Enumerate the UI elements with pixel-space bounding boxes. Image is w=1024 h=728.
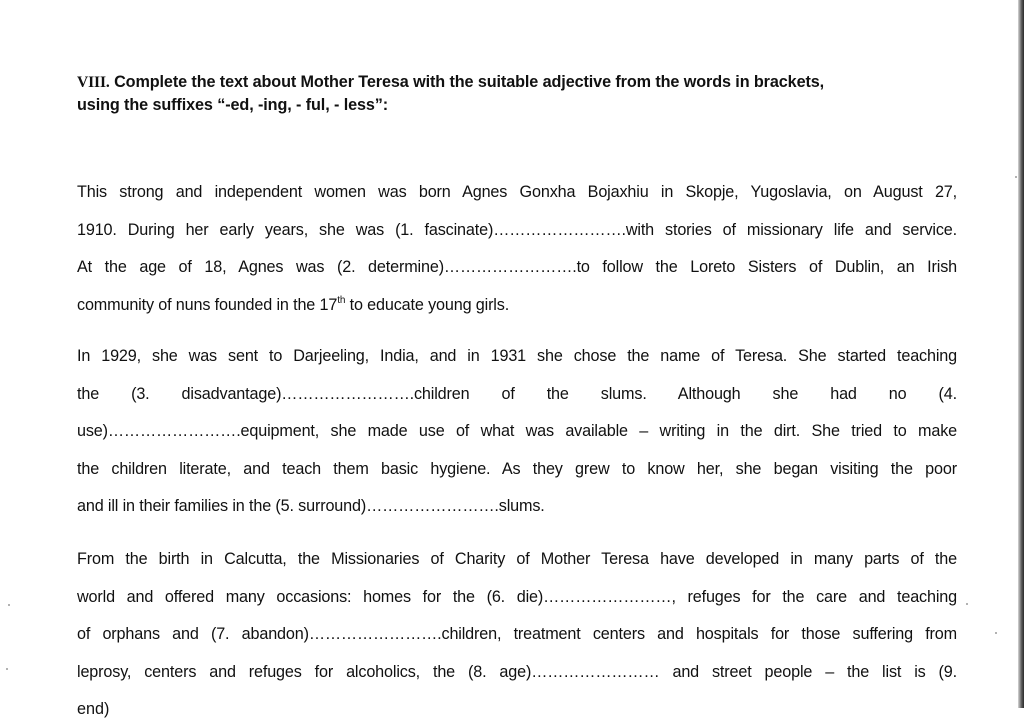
paragraph-1-line-2: 1910. During her early years, she was (1. fascinate)…………………….with stories of missionary life and service. [77,220,957,239]
exercise-instruction-line-1: Complete the text about Mother Teresa with the suitable adjective from the words in brackets, [114,73,825,91]
paragraph-2 [77,338,957,526]
exercise-heading [77,71,957,117]
paragraph-3-line-1: From the birth in Calcutta, the Missionaries of Charity of Mother Teresa have developed in many parts of the [77,550,957,568]
scan-speck [1015,176,1017,178]
exercise-instruction-line-2: using the suffixes “-ed, -ing, - ful, - less”: [77,96,389,114]
scan-speck [6,668,8,670]
paragraph-3 [77,541,957,691]
scan-speck [8,604,10,606]
scan-speck [966,603,968,605]
paragraph-1-line-1: This strong and independent women was born Agnes Gonxha Bojaxhiu in Skopje, Yugoslavia, on August 27, [77,183,957,201]
paragraph-2-line-4: the children literate, and teach them basic hygiene. As they grew to know her, she began visiting the poor [77,459,957,478]
exercise-number: VIII. [77,74,110,91]
paragraph-2-line-3: use)…………………….equipment, she made use of what was available – writing in the dirt. She tried to make [77,422,957,440]
paragraph-1-line-4 [77,287,957,325]
paragraph-2-line-2: the (3. disadvantage)…………………….children of the slums. Although she had no (4. [77,384,957,403]
paragraph-1 [77,174,957,324]
paragraph-1-line-3: At the age of 18, Agnes was (2. determine)…………………….to follow the Loreto Sisters of Dublin, an Irish [77,258,957,276]
paragraph-1-line-4-after: to educate young girls. [345,295,510,314]
paragraph-3-line-5: end) [77,700,110,718]
paragraph-3-line-4: leprosy, centers and refuges for alcoholics, the (8. age)…………………… and street people – the list is (9. [77,662,957,681]
ordinal-superscript: th [337,294,346,306]
heading-line-1 [77,71,957,94]
page-edge-shadow [1018,0,1024,708]
paragraph-3-line-3: of orphans and (7. abandon)…………………….children, treatment centers and hospitals for those suffering from [77,625,957,643]
paragraph-2-line-5: and ill in their families in the (5. surround)…………………….slums. [77,497,545,515]
paragraph-2-line-1: In 1929, she was sent to Darjeeling, India, and in 1931 she chose the name of Teresa. She started teaching [77,347,957,365]
paragraph-3-line-2: world and offered many occasions: homes for the (6. die)……………………, refuges for the care and teaching [77,587,957,606]
paragraph-1-line-4-before: community of nuns founded in the 17 [77,295,338,314]
scan-speck [995,632,997,634]
